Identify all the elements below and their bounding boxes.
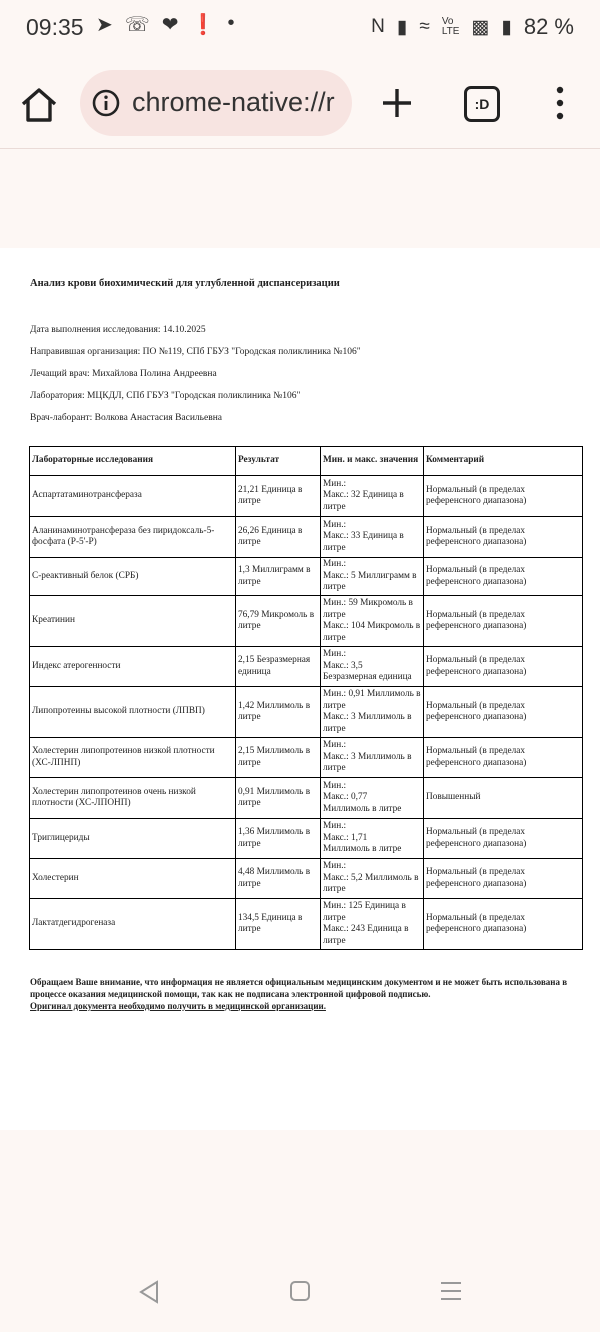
- cell-result: 4,48 Миллимоль в литре: [236, 859, 321, 899]
- results-table: [29, 446, 583, 950]
- battery-icon: ▮: [501, 16, 512, 38]
- cell-range: Мин.: Макс.: 3 Миллимоль в литре: [321, 738, 424, 778]
- new-tab-icon[interactable]: [380, 86, 414, 120]
- cell-result: 134,5 Единица в литре: [236, 899, 321, 950]
- cell-result: 21,21 Единица в литре: [236, 476, 321, 517]
- status-time: 09:35: [26, 14, 84, 40]
- cell-comment: Нормальный (в пределах референсного диапазона): [424, 899, 583, 950]
- cell-test: Индекс атерогенности: [30, 647, 236, 687]
- header-test: Лабораторные исследования: [30, 447, 236, 476]
- cell-comment: Повышенный: [424, 778, 583, 819]
- table-row: [30, 476, 583, 517]
- cell-comment: Нормальный (в пределах референсного диапазона): [424, 819, 583, 859]
- table-row: [30, 738, 583, 778]
- cell-range: Мин.: Макс.: 3,5 Безразмерная единица: [321, 647, 424, 687]
- toolbar-divider: [0, 148, 600, 149]
- cell-test: Лактатдегидрогеназа: [30, 899, 236, 950]
- cell-test: Креатинин: [30, 596, 236, 647]
- table-row: [30, 687, 583, 738]
- cell-range: Мин.: Макс.: 33 Единица в литре: [321, 517, 424, 558]
- cell-comment: Нормальный (в пределах референсного диапазона): [424, 558, 583, 596]
- status-bar: [0, 0, 600, 58]
- nfc-icon: N: [371, 16, 385, 37]
- cell-comment: Нормальный (в пределах референсного диапазона): [424, 687, 583, 738]
- header-range: Мин. и макс. значения: [321, 447, 424, 476]
- table-row: [30, 558, 583, 596]
- wifi-icon: ≈: [419, 16, 430, 37]
- header-result: Результат: [236, 447, 321, 476]
- cell-result: 26,26 Единица в литре: [236, 517, 321, 558]
- cell-range: Мин.: Макс.: 5 Миллиграмм в литре: [321, 558, 424, 596]
- header-comment: Комментарий: [424, 447, 583, 476]
- app-notification-icon: ❗: [190, 14, 216, 36]
- table-row: [30, 859, 583, 899]
- laboratory: Лаборатория: МЦКДЛ, СПб ГБУЗ "Городская поликлиника №106": [30, 391, 301, 401]
- cell-test: Аланинаминотрансфераза без пиридоксаль-5-фосфата (Р-5'-Р): [30, 517, 236, 558]
- cell-comment: Нормальный (в пределах референсного диапазона): [424, 647, 583, 687]
- more-notifications-icon: •: [227, 12, 235, 34]
- cell-range: Мин.: Макс.: 32 Единица в литре: [321, 476, 424, 517]
- cell-test: Аспартатаминотрансфераза: [30, 476, 236, 517]
- cell-range: Мин.: 0,91 Миллимоль в литре Макс.: 3 Миллимоль в литре: [321, 687, 424, 738]
- document-page: [0, 248, 600, 1130]
- cell-comment: Нормальный (в пределах референсного диапазона): [424, 738, 583, 778]
- cell-test: Холестерин липопротеинов низкой плотности (ХС-ЛПНП): [30, 738, 236, 778]
- table-row: [30, 778, 583, 819]
- cell-test: Триглицериды: [30, 819, 236, 859]
- attending-doctor: Лечащий врач: Михайлова Полина Андреевна: [30, 369, 217, 379]
- browser-toolbar: [0, 64, 600, 144]
- cell-test: Холестерин липопротеинов очень низкой плотности (ХС-ЛПОНП): [30, 778, 236, 819]
- system-nav-bar: [0, 1262, 600, 1322]
- recents-icon[interactable]: [440, 1280, 462, 1307]
- lab-doctor: Врач-лаборант: Волкова Анастасия Васильевна: [30, 413, 222, 423]
- heart-icon: ❤: [161, 14, 179, 36]
- vibrate-icon: ▮: [396, 16, 408, 38]
- telegram-icon: ➤: [96, 14, 113, 36]
- cell-comment: Нормальный (в пределах референсного диапазона): [424, 596, 583, 647]
- cell-test: Липопротеины высокой плотности (ЛПВП): [30, 687, 236, 738]
- home-icon[interactable]: [18, 84, 60, 126]
- referring-org: Направившая организация: ПО №119, СПб ГБУЗ "Городская поликлиника №106": [30, 347, 361, 357]
- cell-test: С-реактивный белок (СРБ): [30, 558, 236, 596]
- disclaimer-note: [30, 976, 582, 1012]
- table-row: [30, 596, 583, 647]
- disclaimer-text: Обращаем Ваше внимание, что информация не является официальным медицинским документом и не может быть использована в процессе оказания медицинской помощи, так как не подписана электронной цифровой подписью.: [30, 977, 568, 999]
- cell-range: Мин.: Макс.: 0,77 Миллимоль в литре: [321, 778, 424, 819]
- cell-result: 2,15 Безразмерная единица: [236, 647, 321, 687]
- table-row: [30, 647, 583, 687]
- table-row: [30, 517, 583, 558]
- cell-range: Мин.: 125 Единица в литре Макс.: 243 Единица в литре: [321, 899, 424, 950]
- disclaimer-original: Оригинал документа необходимо получить в медицинской организации.: [30, 1001, 326, 1011]
- tab-switcher-button[interactable]: :D: [464, 86, 500, 122]
- signal-icon: ▩: [471, 16, 490, 38]
- cell-range: Мин.: Макс.: 5,2 Миллимоль в литре: [321, 859, 424, 899]
- cell-result: 2,15 Миллимоль в литре: [236, 738, 321, 778]
- more-menu-icon[interactable]: [550, 86, 570, 120]
- cell-result: 1,42 Миллимоль в литре: [236, 687, 321, 738]
- cell-comment: Нормальный (в пределах референсного диапазона): [424, 476, 583, 517]
- url-text: chrome-native://r: [132, 87, 335, 117]
- cell-range: Мин.: 59 Микромоль в литре Макс.: 104 Микромоль в литре: [321, 596, 424, 647]
- url-bar[interactable]: [80, 70, 352, 136]
- document-title: Анализ крови биохимический для углубленной диспансеризации: [30, 278, 340, 289]
- cell-result: 0,91 Миллимоль в литре: [236, 778, 321, 819]
- cell-result: 1,36 Миллимоль в литре: [236, 819, 321, 859]
- cell-range: Мин.: Макс.: 1,71 Миллимоль в литре: [321, 819, 424, 859]
- site-info-icon[interactable]: [92, 89, 120, 117]
- battery-percent: 82 %: [523, 14, 574, 39]
- cell-comment: Нормальный (в пределах референсного диапазона): [424, 859, 583, 899]
- cell-test: Холестерин: [30, 859, 236, 899]
- volte-icon: Vo LTE: [441, 16, 460, 37]
- exam-date: Дата выполнения исследования: 14.10.2025: [30, 325, 206, 335]
- table-row: [30, 819, 583, 859]
- whatsapp-icon: ☏: [124, 14, 150, 36]
- back-icon[interactable]: [138, 1280, 160, 1309]
- table-header-row: [30, 447, 583, 476]
- cell-result: 76,79 Микромоль в литре: [236, 596, 321, 647]
- table-row: [30, 899, 583, 950]
- cell-result: 1,3 Миллиграмм в литре: [236, 558, 321, 596]
- cell-comment: Нормальный (в пределах референсного диапазона): [424, 517, 583, 558]
- home-nav-icon[interactable]: [289, 1280, 311, 1307]
